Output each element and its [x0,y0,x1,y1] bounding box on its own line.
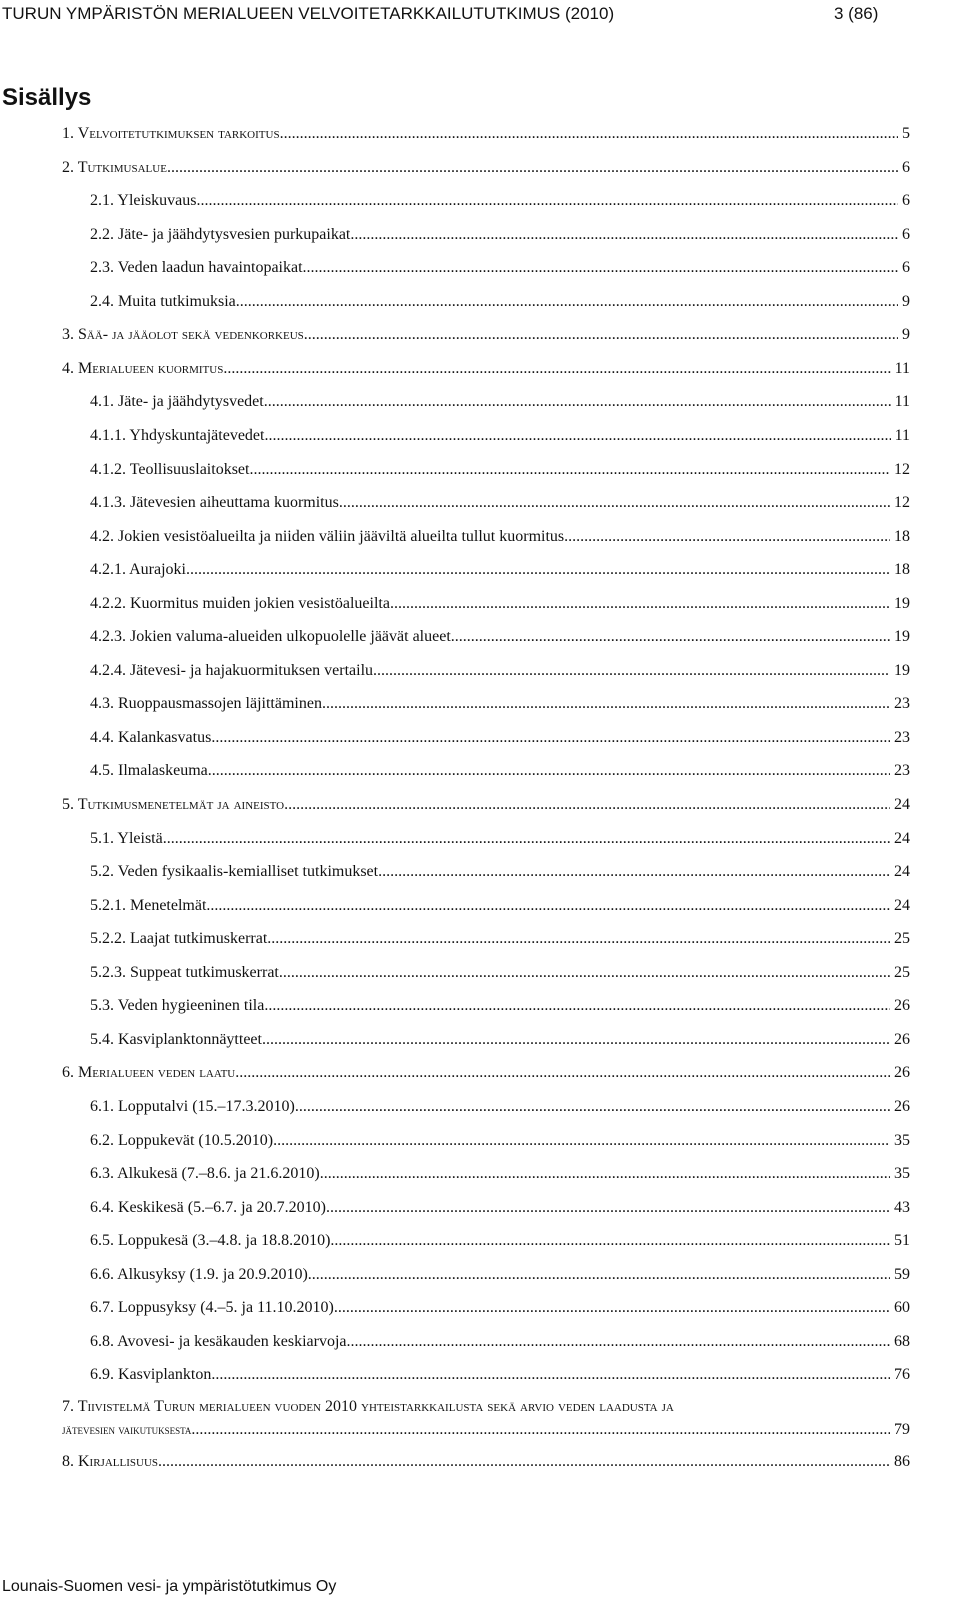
toc-leader [564,526,890,548]
toc-entry-text: 4.3. Ruoppausmassojen läjittäminen [90,695,322,712]
toc-entry[interactable] [90,962,910,984]
toc-page-number: 26 [894,1098,910,1115]
toc-entry-text: 4.1. Jäte- ja jäähdytysvedet [90,393,264,410]
toc-page-number: 11 [894,393,910,410]
toc-leader [303,257,898,279]
toc-entry-text: 6.3. Alkukesä (7.–8.6. ja 21.6.2010) [90,1165,320,1182]
toc-entry[interactable] [62,358,910,380]
toc-page-number: 43 [894,1199,910,1216]
toc-leader [347,1331,890,1353]
toc-leader [320,1163,890,1185]
toc-entry[interactable] [90,1029,910,1051]
toc-leader [264,391,891,413]
toc-entry-text: 4.2.2. Kuormitus muiden jokien vesistöalueilta [90,595,390,612]
toc-entry[interactable] [90,291,910,313]
page-title: Sisällys [2,84,92,111]
toc-leader [273,1130,890,1152]
toc-entry[interactable] [90,257,910,279]
toc-page-number: 23 [894,762,910,779]
toc-leader [350,224,898,246]
toc-page-number: 79 [894,1421,910,1438]
toc-entry[interactable] [90,727,910,749]
toc-leader [295,1096,890,1118]
toc-entry-text: 6.7. Loppusyksy (4.–5. ja 11.10.2010) [90,1299,334,1316]
toc-entry[interactable] [90,1264,910,1286]
toc-entry-text: 6.9. Kasviplankton [90,1366,212,1383]
toc-page-number: 76 [894,1366,910,1383]
toc-entry-text: 4.4. Kalankasvatus [90,729,212,746]
toc-page-number: 11 [894,427,910,444]
toc-page-number: 6 [902,259,910,276]
toc-entry[interactable] [90,425,910,447]
toc-leader [326,1197,890,1219]
toc-entry-text: 6.8. Avovesi- ja kesäkauden keskiarvoja [90,1333,347,1350]
toc-entry[interactable] [90,928,910,950]
toc-leader [280,123,898,145]
toc-entry-text: 6.6. Alkusyksy (1.9. ja 20.9.2010) [90,1266,308,1283]
toc-page-number: 26 [894,1031,910,1048]
toc-entry-text: 4.1.3. Jätevesien aiheuttama kuormitus [90,494,339,511]
toc-entry-text: 4.2.4. Jätevesi- ja hajakuormituksen vertailu [90,662,374,679]
document-title: TURUN YMPÄRISTÖN MERIALUEEN VELVOITETARKKAILUTUTKIMUS (2010) [2,4,615,23]
toc-page-number: 35 [894,1165,910,1182]
toc-entry[interactable] [90,861,910,883]
toc-page-number: 51 [894,1232,910,1249]
toc-entry-text: jätevesien vaikutuksesta [62,1422,192,1437]
toc-entry-8[interactable] [62,1451,910,1473]
toc-entry-7[interactable] [62,1419,910,1441]
toc-entry[interactable] [62,1062,910,1084]
toc-page-number: 6 [902,192,910,209]
toc-leader [373,660,890,682]
toc-page-number: 19 [894,628,910,645]
toc-entry-text: 4.2.1. Aurajoki [90,561,186,578]
toc-page-number: 6 [902,159,910,176]
page-footer: Lounais-Suomen vesi- ja ympäristötutkimus Oy [2,1578,337,1595]
toc-leader [235,1062,890,1084]
toc-page-number: 25 [894,964,910,981]
toc-entry-text: 4.2. Jokien vesistöalueilta ja niiden väliin jääviltä alueilta tullut kuormitus [90,528,565,545]
toc-entry-text: 6.5. Loppukesä (3.–4.8. ja 18.8.2010) [90,1232,331,1249]
toc-page-number: 19 [894,595,910,612]
toc-page-number: 9 [902,293,910,310]
toc-entry[interactable] [90,526,910,548]
toc-leader [390,593,890,615]
toc-leader [223,358,890,380]
toc-entry[interactable] [90,995,910,1017]
toc-page-number: 18 [894,528,910,545]
toc-leader [308,1264,890,1286]
toc-leader [197,190,898,212]
toc-entry-7-line1: 7. Tiivistelmä Turun merialueen vuoden 2010 yhteistarkkailusta sekä arvio veden laadusta ja [62,1398,674,1415]
toc-entry-text: 6.1. Lopputalvi (15.–17.3.2010) [90,1098,295,1115]
toc-entry-text: 4.1.2. Teollisuuslaitokset [90,461,250,478]
toc-leader [211,1364,890,1386]
toc-leader [186,559,890,581]
toc-entry[interactable] [90,693,910,715]
toc-entry[interactable] [90,593,910,615]
toc-entry-text: 5.2. Veden fysikaalis-kemialliset tutkimukset [90,863,379,880]
toc-entry-text: 5.2.2. Laajat tutkimuskerrat [90,930,268,947]
toc-leader [330,1230,890,1252]
toc-page-number: 35 [894,1132,910,1149]
toc-entry[interactable] [90,224,910,246]
toc-entry[interactable] [90,828,910,850]
toc-leader [264,995,890,1017]
toc-entry-text: 5.4. Kasviplanktonnäytteet [90,1031,262,1048]
toc-entry[interactable] [90,1096,910,1118]
toc-entry[interactable] [90,1163,910,1185]
toc-leader [208,760,890,782]
toc-leader [236,291,898,313]
toc-entry[interactable] [90,1197,910,1219]
toc-leader [339,492,890,514]
toc-entry[interactable] [90,1130,910,1152]
toc-entry-text: 2.1. Yleiskuvaus [90,192,197,209]
toc-entry[interactable] [90,190,910,212]
toc-entry-text: 3. Sää- ja jääolot sekä vedenkorkeus [62,326,304,343]
toc-page-number: 6 [902,226,910,243]
toc-entry-text: 1. Velvoitetutkimuksen tarkoitus [62,125,280,142]
toc-leader [322,693,890,715]
toc-leader [451,626,890,648]
toc-leader [249,459,890,481]
toc-leader [167,157,898,179]
toc-entry-text: 2.4. Muita tutkimuksia [90,293,236,310]
toc-leader [284,794,890,816]
toc-leader [163,828,890,850]
toc-entry-text: 4.2.3. Jokien valuma-alueiden ulkopuolelle jäävät alueet [90,628,451,645]
toc-leader [264,425,890,447]
toc-entry-text: 6. Merialueen veden laatu [62,1064,236,1081]
toc-entry[interactable] [62,123,910,145]
toc-leader [262,1029,890,1051]
toc-leader [158,1451,890,1473]
toc-entry-text: 5. Tutkimusmenetelmät ja aineisto [62,796,285,813]
toc-page-number: 9 [902,326,910,343]
toc-leader [267,928,890,950]
toc-entry[interactable] [90,1230,910,1252]
toc-entry-text: 6.2. Loppukevät (10.5.2010) [90,1132,274,1149]
toc-page-number: 23 [894,695,910,712]
toc-leader [378,861,890,883]
toc-entry-text: 8. Kirjallisuus [62,1453,159,1470]
toc-page-number: 60 [894,1299,910,1316]
toc-entry-text: 2.3. Veden laadun havaintopaikat [90,259,303,276]
toc-page-number: 86 [894,1453,910,1470]
toc-entry-text: 5.1. Yleistä [90,830,163,847]
toc-page-number: 11 [894,360,910,377]
toc-entry-text: 2. Tutkimusalue [62,159,167,176]
toc-leader [206,895,890,917]
toc-page-number: 24 [894,830,910,847]
toc-page-number: 26 [894,1064,910,1081]
toc-entry[interactable] [90,760,910,782]
toc-leader [304,324,898,346]
toc-entry-text: 2.2. Jäte- ja jäähdytysvesien purkupaikat [90,226,351,243]
toc-entry[interactable] [90,1297,910,1319]
toc-entry[interactable] [62,324,910,346]
toc-entry[interactable] [62,794,910,816]
toc-entry-text: 4. Merialueen kuormitus [62,360,224,377]
toc-page-number: 18 [894,561,910,578]
toc-entry-text: 6.4. Keskikesä (5.–6.7. ja 20.7.2010) [90,1199,326,1216]
toc-entry[interactable] [90,895,910,917]
toc-page-number: 23 [894,729,910,746]
toc-page-number: 25 [894,930,910,947]
toc-entry[interactable] [62,157,910,179]
toc-page-number: 19 [894,662,910,679]
page-number: 3 (86) [834,4,879,23]
toc-page-number: 12 [894,461,910,478]
toc-entry[interactable] [90,492,910,514]
toc-entry-text: 5.2.3. Suppeat tutkimuskerrat [90,964,279,981]
toc-entry-text: 5.2.1. Menetelmät [90,897,207,914]
toc-entry[interactable] [90,1331,910,1353]
toc-page-number: 59 [894,1266,910,1283]
toc-page-number: 5 [902,125,910,142]
toc-entry[interactable] [90,391,910,413]
toc-page-number: 26 [894,997,910,1014]
toc-entry-text: 5.3. Veden hygieeninen tila [90,997,265,1014]
toc-page-number: 24 [894,897,910,914]
toc-page-number: 24 [894,863,910,880]
toc-page-number: 24 [894,796,910,813]
toc-leader [211,727,890,749]
toc-leader [334,1297,890,1319]
toc-leader [191,1419,890,1441]
toc-entry-text: 4.5. Ilmalaskeuma [90,762,208,779]
toc-entry[interactable] [90,459,910,481]
toc-entry[interactable] [90,559,910,581]
page-header [0,0,960,30]
toc-leader [279,962,890,984]
toc-entry[interactable] [90,660,910,682]
toc-entry[interactable] [90,626,910,648]
toc-page-number: 68 [894,1333,910,1350]
toc-entry[interactable] [90,1364,910,1386]
toc-entry-text: 4.1.1. Yhdyskuntajätevedet [90,427,265,444]
toc-page-number: 12 [894,494,910,511]
